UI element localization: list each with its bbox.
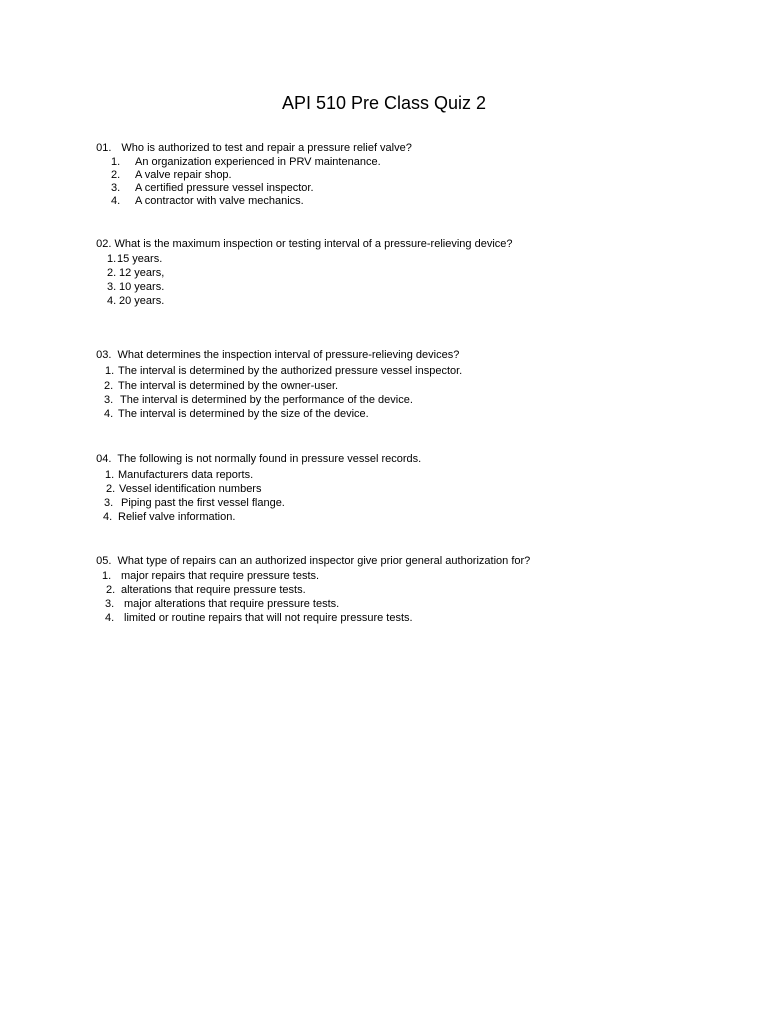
question-03-option-4: 4. The interval is determined by the size of the device. <box>104 408 369 420</box>
question-05-option-2: 2. alterations that require pressure tests. <box>106 584 306 596</box>
question-02-option-2: 2. 12 years, <box>107 267 165 279</box>
question-04-option-2: 2. Vessel identification numbers <box>106 483 262 495</box>
question-04-option-3: 3. Piping past the first vessel flange. <box>104 497 285 509</box>
question-number: 05. <box>96 555 112 567</box>
question-05 <box>90 540 530 568</box>
question-01 <box>90 127 412 155</box>
question-01-option-2: 2. A valve repair shop. <box>111 169 232 181</box>
question-04-option-1: 1. Manufacturers data reports. <box>105 469 254 481</box>
question-03-option-3: 3. The interval is determined by the performance of the device. <box>104 394 413 406</box>
question-number: 02. <box>96 238 112 250</box>
question-02-option-4: 4. 20 years. <box>107 295 165 307</box>
question-text: What type of repairs can an authorized inspector give prior general authorization for? <box>117 555 531 567</box>
question-text: Who is authorized to test and repair a pressure relief valve? <box>121 142 412 154</box>
question-01-option-4: 4. A contractor with valve mechanics. <box>111 195 304 207</box>
question-04 <box>90 438 421 466</box>
question-03-option-1: 1. The interval is determined by the authorized pressure vessel inspector. <box>105 365 463 377</box>
question-02-option-3: 3. 10 years. <box>107 281 165 293</box>
question-05-option-3: 3. major alterations that require pressure tests. <box>105 598 340 610</box>
question-number: 01. <box>96 142 112 154</box>
question-02 <box>90 223 513 251</box>
question-text: The following is not normally found in pressure vessel records. <box>117 453 422 465</box>
question-02-option-1: 1. 15 years. <box>107 253 163 265</box>
question-text: What determines the inspection interval of pressure-relieving devices? <box>117 349 460 361</box>
question-01-option-3: 3. A certified pressure vessel inspector. <box>111 182 314 194</box>
question-03-option-2: 2. The interval is determined by the owner-user. <box>104 380 339 392</box>
question-04-option-4: 4. Relief valve information. <box>103 511 236 523</box>
question-number: 03. <box>96 349 112 361</box>
question-number: 04. <box>96 453 112 465</box>
question-05-option-4: 4. limited or routine repairs that will not require pressure tests. <box>105 612 413 624</box>
question-03 <box>90 334 459 362</box>
question-05-option-1: 1. major repairs that require pressure tests. <box>102 570 320 582</box>
question-text: What is the maximum inspection or testing interval of a pressure-relieving device? <box>114 238 513 250</box>
page-title: API 510 Pre Class Quiz 2 <box>281 93 487 113</box>
question-01-option-1: 1. An organization experienced in PRV maintenance. <box>111 156 381 168</box>
